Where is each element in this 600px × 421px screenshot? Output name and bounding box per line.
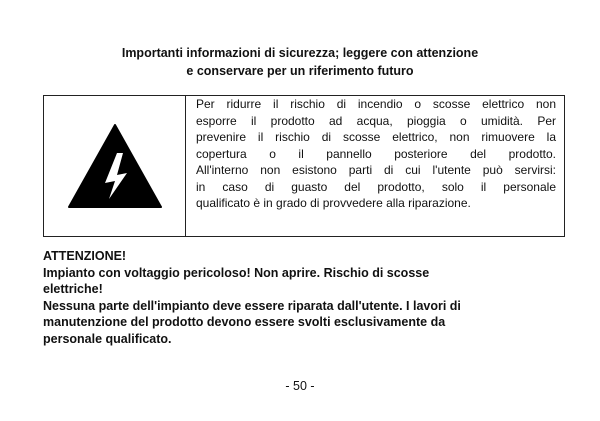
warning-heading: ATTENZIONE! xyxy=(43,249,127,263)
safety-line: qualificato è in grado di provvedere alla riparazione. xyxy=(196,196,471,210)
safety-line: prevenire il rischio di scosse elettrico, non rimuovere la xyxy=(196,130,556,144)
warning-line: elettriche! xyxy=(43,282,103,296)
warning-section xyxy=(43,248,563,347)
safety-title-line-2: e conservare per un riferimento futuro xyxy=(186,64,414,78)
safety-line: Per ridurre il rischio di incendio o scosse elettrico non xyxy=(196,97,556,111)
warning-line: manutenzione del prodotto devono essere svolti esclusivamente da xyxy=(43,315,446,329)
safety-title-line-1: Importanti informazioni di sicurezza; leggere con attenzione xyxy=(121,46,479,60)
warning-line: Impianto con voltaggio pericoloso! Non aprire. Rischio di scosse xyxy=(43,265,430,280)
safety-line: in caso di guasto del prodotto, solo il personale xyxy=(196,179,556,194)
safety-line: All'interno non esistono parti di cui l'utente può servirsi: xyxy=(196,163,556,177)
page-number: - 50 - xyxy=(285,379,315,393)
warning-line: personale qualificato. xyxy=(43,331,172,346)
warning-icon-cell xyxy=(44,96,186,236)
high-voltage-warning-icon xyxy=(67,123,163,209)
safety-line: copertura o il pannello posteriore del prodotto. xyxy=(196,146,556,161)
safety-info-box xyxy=(43,95,565,237)
warning-line: Nessuna parte dell'impianto deve essere riparata dall'utente. I lavori di xyxy=(43,298,461,313)
safety-line: esporre il prodotto ad acqua, pioggia o umidità. Per xyxy=(196,113,556,128)
safety-title xyxy=(40,44,560,80)
safety-info-text xyxy=(186,96,564,236)
